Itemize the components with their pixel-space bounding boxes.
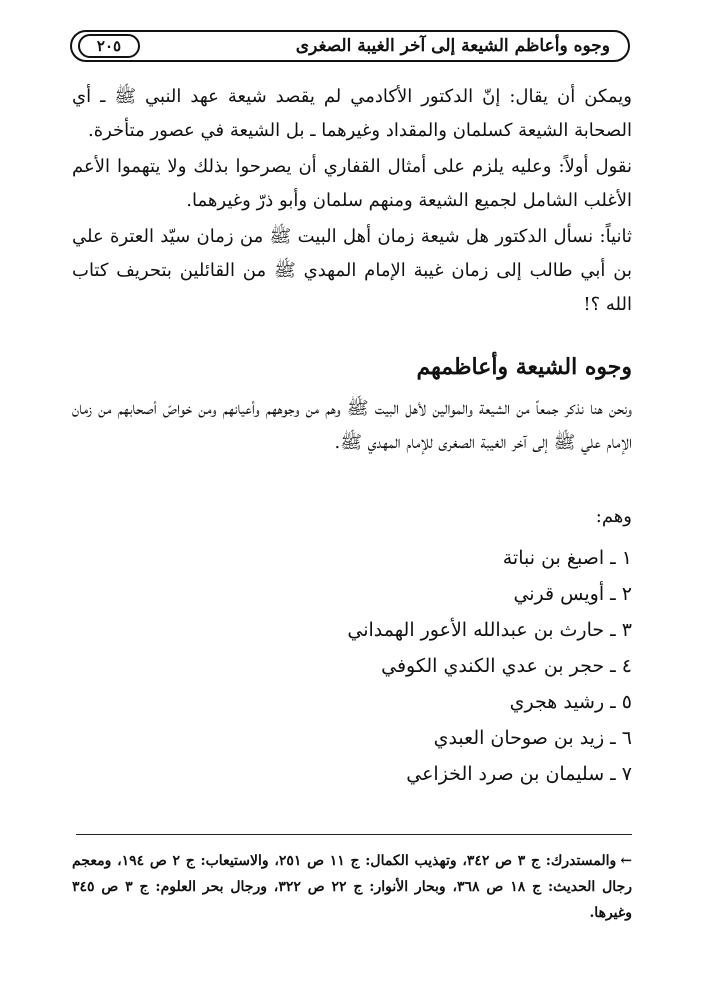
paragraph-3: ثانياً: نسأل الدكتور هل شيعة زمان أهل البيت ﷺ من زمان سيّد العترة علي بن أبي طالب إلى زمان غيبة الإمام المهدي ﷺ من القائلين بتحريف كتاب الله ؟! (72, 226, 632, 315)
paragraph-1: ويمكن أن يقال: إنّ الدكتور الأكادمي لم يقصد شيعة عهد النبي ﷺ ـ أي الصحابة الشيعة كسلمان والمقداد وغيرهما ـ بل الشيعة في عصور متأخرة. (72, 86, 632, 141)
list-item: ٦ ـ زيد بن صوحان العبدي (433, 727, 632, 749)
list-item: ٧ ـ سليمان بن صرد الخزاعي (406, 763, 632, 785)
header-title: وجوه وأعاظم الشيعة إلى آخر الغيبة الصغرى (295, 36, 610, 56)
list-intro: وهم: (595, 506, 632, 527)
paragraph-4: ونحن هنا نذكر جمعاً من الشيعة والموالين لأهل البيت ﷺ وهم من وجوههم وأعيانهم ومن خواصّ أصحابهم من زمان الإمام علي ﷺ إلى آخر الغيبة الصغرى للإمام المهدي ﷺ. (72, 398, 632, 453)
footnote (72, 848, 632, 926)
companions-list (347, 540, 632, 792)
list-item: ٥ ـ رشيد هجري (509, 691, 632, 713)
footnote-divider (76, 834, 632, 835)
continuation-arrow-icon: ← (620, 853, 632, 869)
paragraph-2: نقول أولاً: وعليه يلزم على أمثال القفاري أن يصرحوا بذلك ولا يتهموا الأعم الأغلب الشامل لجميع الشيعة ومنهم سلمان وأبو ذرّ وغيرهما. (72, 156, 632, 211)
list-item: ٤ ـ حجر بن عدي الكندي الكوفي (381, 655, 632, 677)
running-header (70, 30, 630, 62)
page-number: ٢٠٥ (78, 34, 140, 58)
list-item: ٢ ـ أويس قرني (513, 583, 632, 605)
section-heading: وجوه الشيعة وأعاظمهم (416, 354, 632, 380)
list-item: ١ ـ اصبغ بن نباتة (502, 547, 632, 569)
footnote-text: والمستدرك: ج ٣ ص ٣٤٢، وتهذيب الكمال: ج ١١ ص ٢٥١، والاستيعاب: ج ٢ ص ١٩٤، ومعجم رجال الحديث: ج ١٨ ص ٣٦٨، وبحار الأنوار: ج ٢٢ ص ٣٢٢، ورجال بحر العلوم: ج ٣ ص ٣٤٥ وغيرها. (72, 853, 632, 921)
list-item: ٣ ـ حارث بن عبدالله الأعور الهمداني (347, 619, 632, 641)
